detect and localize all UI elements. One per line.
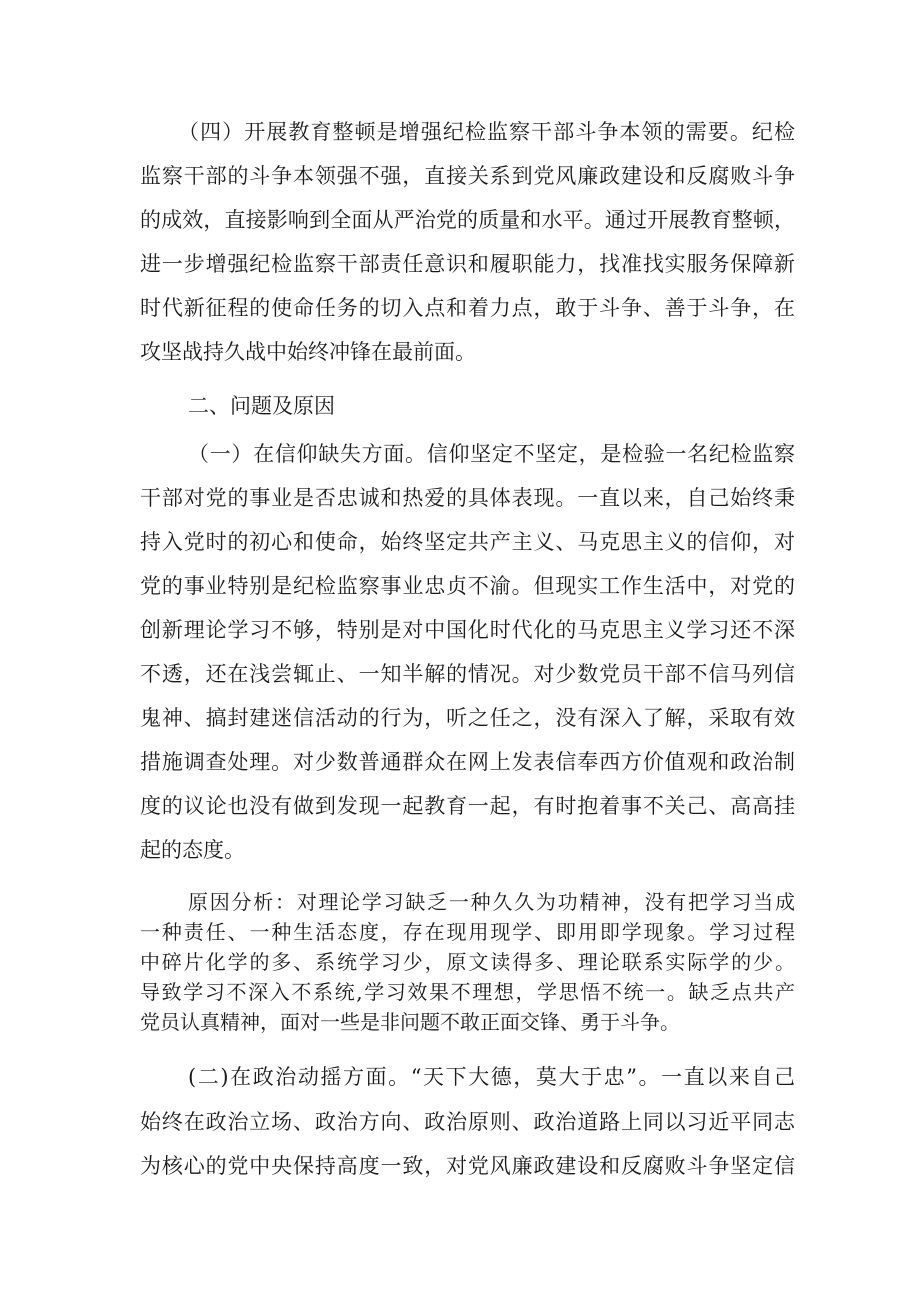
text-line: 不透，还在浅尝辄止、一知半解的情况。对少数党员干部不信马列信 — [140, 662, 795, 686]
text-line: 干部对党的事业是否忠诚和热爱的具体表现。一直以来，自己始终秉 — [140, 486, 795, 510]
text-line: 党的事业特别是纪检监察事业忠贞不渝。但现实工作生活中，对党的 — [140, 574, 795, 598]
text-line: 创新理论学习不够，特别是对中国化时代化的马克思主义学习还不深 — [140, 618, 795, 642]
text-line: 中碎片化学的多、系统学习少，原文读得多、理论联系实际学的少。 — [140, 950, 795, 974]
text-line: 一种责任、一种生活态度，存在现用现学、即用即学现象。学习过程 — [140, 920, 795, 944]
text-line: 原因分析：对理论学习缺乏一种久久为功精神，没有把学习当成 — [188, 890, 795, 914]
text-line: 监察干部的斗争本领强不强，直接关系到党风廉政建设和反腐败斗争 — [140, 164, 795, 188]
text-line: （四）开展教育整顿是增强纪检监察干部斗争本领的需要。纪检 — [178, 120, 795, 144]
text-line: 党员认真精神，面对一些是非问题不敢正面交锋、勇于斗争。 — [140, 1010, 680, 1034]
text-line: 攻坚战持久战中始终冲锋在最前面。 — [140, 340, 476, 364]
text-line: 措施调查处理。对少数普通群众在网上发表信奉西方价值观和政治制 — [140, 750, 795, 774]
text-line: 导致学习不深入不系统,学习效果不理想，学思悟不统一。缺乏点共产 — [140, 980, 795, 1004]
text-line: 起的态度。 — [140, 838, 245, 862]
section-heading: 二、问题及原因 — [188, 394, 335, 418]
text-line: 鬼神、搞封建迷信活动的行为，听之任之，没有深入了解，采取有效 — [140, 706, 795, 730]
text-line: 的成效，直接影响到全面从严治党的质量和水平。通过开展教育整顿， — [140, 208, 795, 232]
text-line: 始终在政治立场、政治方向、政治原则、政治道路上同以习近平同志 — [140, 1110, 795, 1134]
text-line: 进一步增强纪检监察干部责任意识和履职能力，找准找实服务保障新 — [140, 252, 795, 276]
text-line: (二)在政治动摇方面。“天下大德，莫大于忠”。一直以来自己 — [188, 1065, 795, 1089]
text-line: （一）在信仰缺失方面。信仰坚定不坚定，是检验一名纪检监察 — [188, 442, 795, 466]
text-line: 为核心的党中央保持高度一致，对党风廉政建设和反腐败斗争坚定信 — [140, 1154, 795, 1178]
text-line: 时代新征程的使命任务的切入点和着力点，敢于斗争、善于斗争，在 — [140, 296, 795, 320]
text-line: 度的议论也没有做到发现一起教育一起，有时抱着事不关己、高高挂 — [140, 794, 795, 818]
text-line: 持入党时的初心和使命，始终坚定共产主义、马克思主义的信仰，对 — [140, 530, 795, 554]
